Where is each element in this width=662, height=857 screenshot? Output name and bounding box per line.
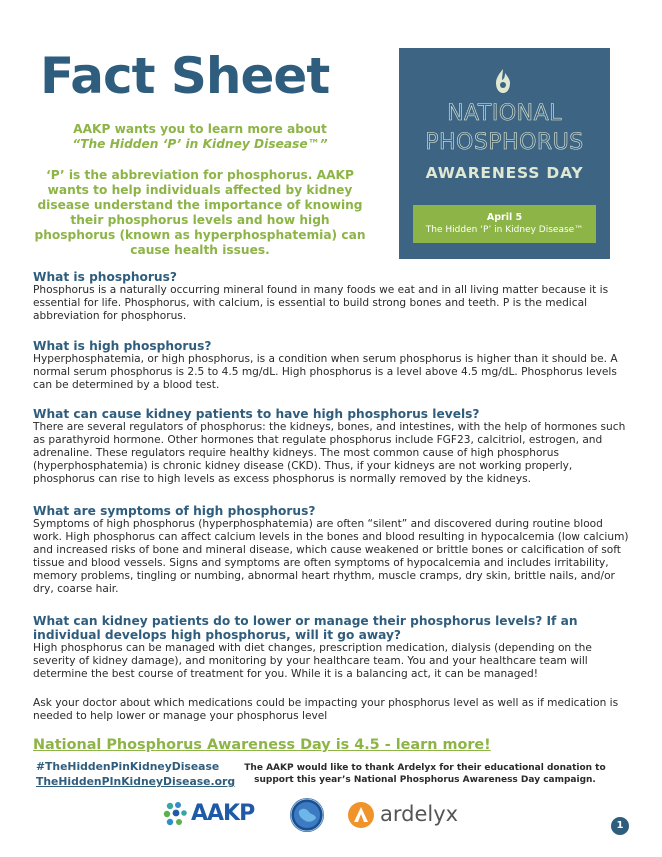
sponsor-thanks: The AAKP would like to thank Ardelyx for their educational donation to support this year’s National Phosphorus Awareness Day campaign.: [244, 763, 606, 785]
learn-more-link[interactable]: National Phosphorus Awareness Day is 4.5 - learn more!: [33, 737, 491, 753]
ardelyx-wordmark: ardelyx: [380, 802, 459, 826]
intro-line-2: “The Hidden ‘P’ in Kidney Disease™”: [72, 137, 328, 151]
website-link[interactable]: TheHiddenPInKidneyDisease.org: [36, 775, 236, 788]
section-heading: What can kidney patients do to lower or manage their phosphorus levels? If an individual develops high phosphorus, will it go away?: [33, 614, 578, 642]
page-title: Fact Sheet: [40, 47, 330, 105]
intro-line-1: AAKP wants you to learn more about: [73, 122, 327, 136]
section-management: [33, 614, 633, 681]
intro-paragraph: ‘P’ is the abbreviation for phosphorus. AAKP wants to help individuals affected by kidney disease understand the importance of knowing their phosphorus levels and how high phosphorus (known as hyperphosphatemia) can cause health issues.: [34, 168, 366, 257]
section-heading: What is phosphorus?: [33, 270, 177, 284]
section-body: There are several regulators of phosphorus: the kidneys, bones, and intestines, with the help of hormones such as parathyroid hormone. Other hormones that regulate phosphorus include FGF23, calcitriol, estrogen, and adrenaline. These regulators require healthy kidneys. The most common cause of high phosphorus (hyperphosphatemia) is chronic kidney disease (CKD). Thus, if your kidneys are not working properly, phosphorus can rise to high levels as excess phosphorus is normally removed by the kidneys.: [33, 421, 626, 485]
phosphorus-flame-icon: [493, 68, 513, 94]
section-body: High phosphorus can be managed with diet changes, prescription medication, dialysis (depending on the severity of kidney damage), and monitoring by your healthcare team. You and your healthcare team will determine the best course of treatment for you. While it is a balancing act, it can be managed!: [33, 642, 592, 680]
hashtag: #TheHiddenPinKidneyDisease: [36, 760, 220, 773]
section-body: Phosphorus is a naturally occurring mineral found in many foods we eat and in all living matter because it is essential for life. Phosphorus, with calcium, is essential to build strong bones and teeth. P is the medical abbreviation for phosphorus.: [33, 284, 609, 322]
badge-date: April 5: [486, 212, 523, 223]
globe-seal-icon: [289, 797, 325, 833]
badge-line-phosphorus: PHOSPHORUS: [425, 130, 584, 155]
section-what-is-high-phosphorus: [33, 339, 633, 392]
section-causes: [33, 407, 633, 486]
section-heading: What is high phosphorus?: [33, 339, 212, 353]
aakp-logo: [163, 800, 265, 830]
page-number: 1: [611, 817, 629, 835]
section-heading: What are symptoms of high phosphorus?: [33, 504, 316, 518]
badge-line-awareness: AWARENESS DAY: [425, 164, 584, 182]
section-body: Hyperphosphatemia, or high phosphorus, is a condition when serum phosphorus is higher than it should be. A normal serum phosphorus is 2.5 to 4.5 mg/dL. High phosphorus is a level above 4.5 mg/dL. Phosphorus levels can be determined by a blood test.: [33, 353, 618, 391]
ardelyx-mark-icon: [347, 801, 375, 829]
aakp-wordmark: AAKP: [191, 801, 255, 826]
awareness-day-badge: [399, 48, 610, 259]
section-body: Symptoms of high phosphorus (hyperphosphatemia) are often “silent” and discovered during routine blood work. High phosphorus can affect calcium levels in the bones and blood resulting in hypocalcemia (low calcium) and increased risks of bone and mineral disease, which cause weakened or brittle bones or calcification of soft tissue and blood vessels. Signs and symptoms are often symptoms of hypocalcemia and includes irritability, memory problems, tingling or numbing, abnormal heart rhythm, muscle cramps, dry skin, brittle nails, and/or dry, coarse hair.: [33, 518, 629, 595]
badge-date-box: [413, 205, 596, 243]
section-heading: What can cause kidney patients to have high phosphorus levels?: [33, 407, 480, 421]
aakp-dots-icon: [163, 801, 189, 829]
section-what-is-phosphorus: [33, 270, 633, 323]
ask-your-doctor-text: Ask your doctor about which medications could be impacting your phosphorus level as well as if medication is needed to help lower or manage your phosphorus level: [33, 697, 619, 722]
ardelyx-logo: [347, 800, 467, 830]
section-symptoms: [33, 504, 633, 596]
intro-heading: [30, 122, 370, 152]
badge-tagline: The Hidden ‘P’ in Kidney Disease™: [425, 225, 584, 235]
badge-line-national: NATIONAL: [447, 101, 562, 126]
